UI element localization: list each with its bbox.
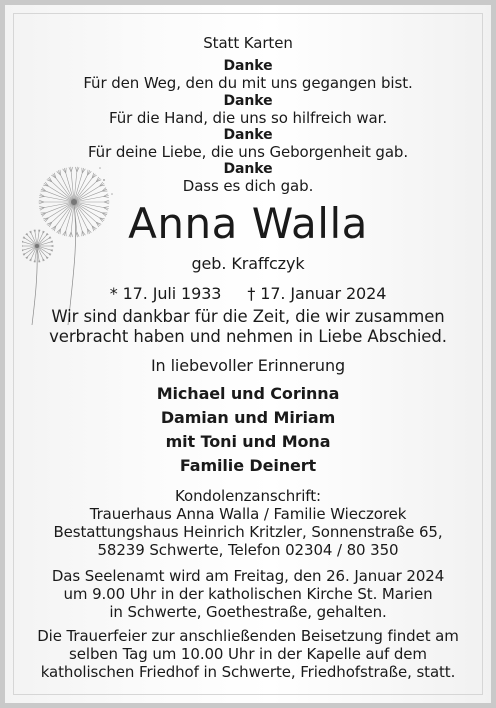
birth-name: geb. Kraffczyk [191, 254, 305, 273]
family-line-4: Familie Deinert [179, 456, 317, 475]
condolence-line-1: Kondolenzanschrift: [175, 487, 321, 505]
condolence-line-4: 58239 Schwerte, Telefon 02304 / 80 350 [97, 541, 399, 559]
memory-line: In liebevoller Erinnerung [150, 356, 346, 375]
poem-line-2: Für die Hand, die uns so hilfreich war. [108, 109, 387, 127]
heading: Statt Karten [203, 34, 293, 52]
birth-date: * 17. Juli 1933 [109, 284, 222, 303]
family-line-1: Michael und Corinna [156, 384, 340, 403]
funeral-line-2: selben Tag um 10.00 Uhr in der Kapelle auf dem [69, 645, 427, 663]
life-dates [0, 284, 496, 304]
funeral-line-1: Die Trauerfeier zur anschließenden Beisetzung findet am [37, 627, 459, 645]
thanks-line-2: verbracht haben und nehmen in Liebe Abschied. [49, 327, 447, 346]
poem-title-4: Danke [223, 161, 273, 177]
requiem-line-2: um 9.00 Uhr in der katholischen Kirche St. Marien [63, 585, 433, 603]
poem-line-1: Für den Weg, den du mit uns gegangen bist. [83, 74, 413, 92]
family-line-3: mit Toni und Mona [165, 432, 331, 451]
poem-title-2: Danke [223, 93, 273, 109]
condolence-line-3: Bestattungshaus Heinrich Kritzler, Sonnenstraße 65, [53, 523, 443, 541]
poem-title-3: Danke [223, 127, 273, 143]
condolence-line-2: Trauerhaus Anna Walla / Familie Wieczorek [89, 505, 407, 523]
funeral-line-3: katholischen Friedhof in Schwerte, Friedhofstraße, statt. [40, 663, 456, 681]
family-line-2: Damian und Miriam [160, 408, 336, 427]
thanks-line-1: Wir sind dankbar für die Zeit, die wir zusammen [51, 307, 445, 326]
requiem-line-3: in Schwerte, Goethestraße, gehalten. [109, 603, 387, 621]
deceased-name: Anna Walla [128, 199, 368, 248]
poem-line-4: Dass es dich gab. [182, 177, 314, 195]
poem-line-3: Für deine Liebe, die uns Geborgenheit gab. [87, 143, 409, 161]
requiem-line-1: Das Seelenamt wird am Freitag, den 26. Januar 2024 [51, 567, 445, 585]
poem-title-1: Danke [223, 58, 273, 74]
death-date: † 17. Januar 2024 [247, 284, 387, 303]
